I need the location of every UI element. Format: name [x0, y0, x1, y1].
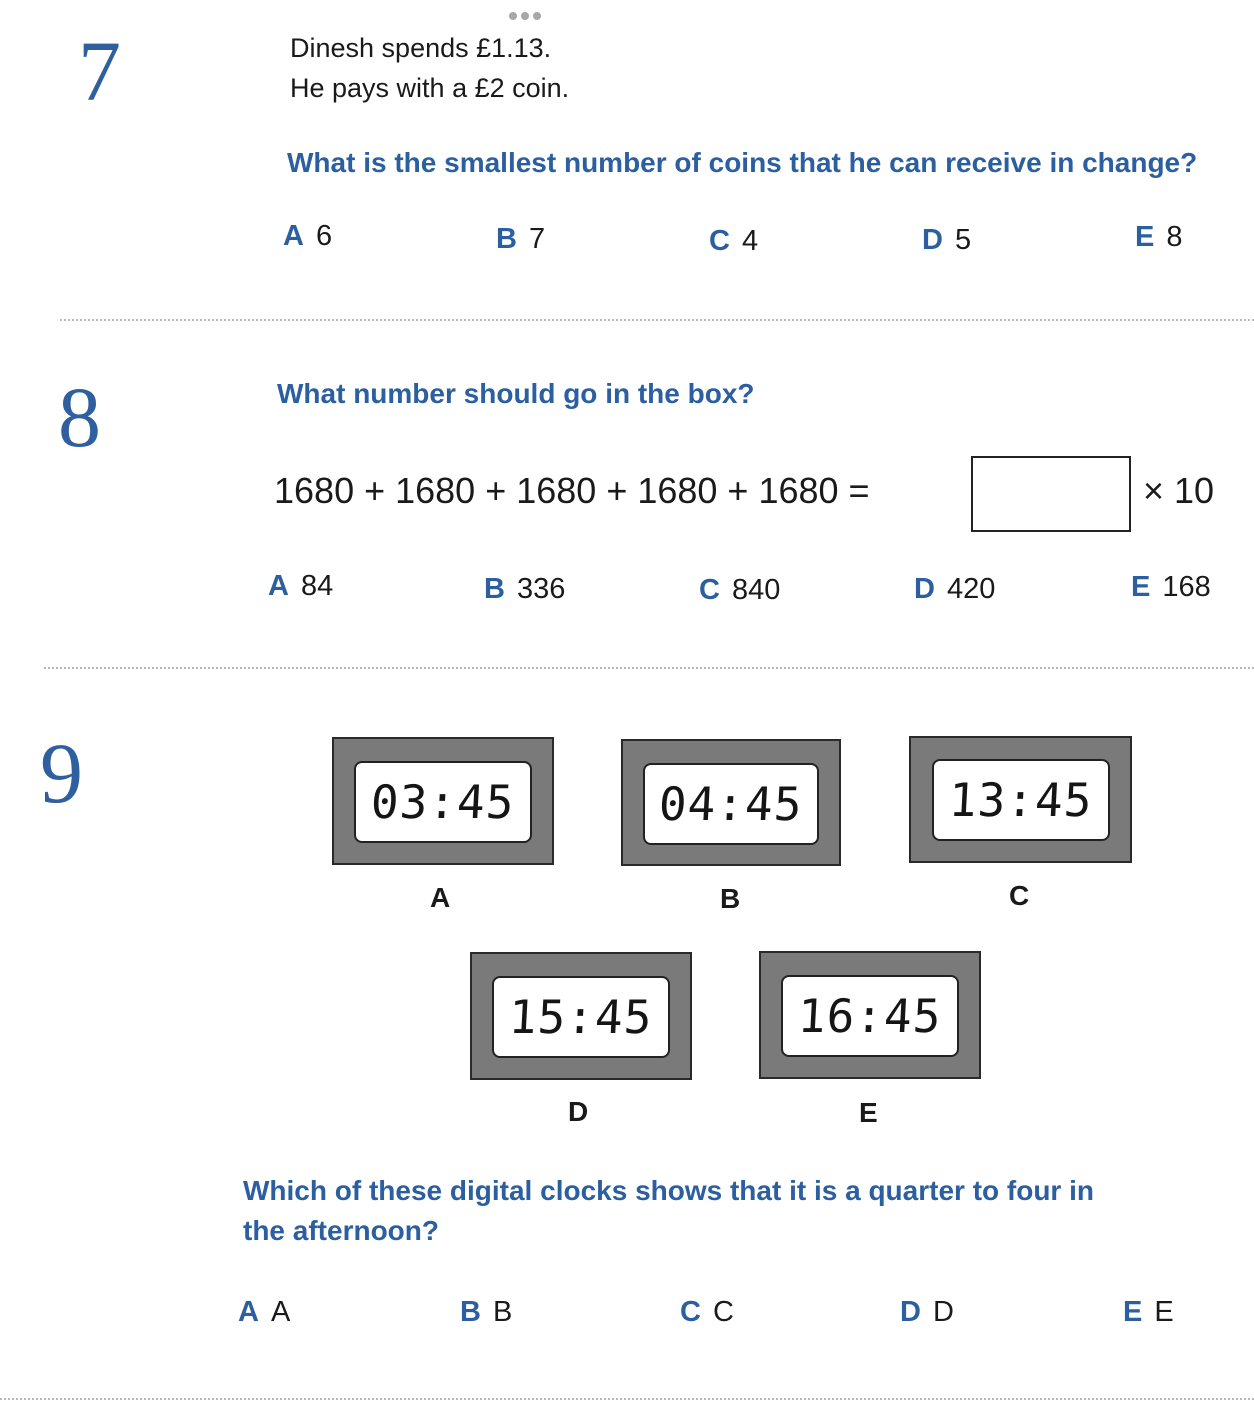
option-letter: D: [900, 1296, 921, 1328]
q8-option-a[interactable]: [268, 570, 333, 603]
divider: [44, 667, 1254, 669]
clock-a: [332, 737, 554, 865]
option-value: 8: [1166, 221, 1183, 253]
option-letter: D: [914, 573, 935, 605]
q8-option-b[interactable]: [484, 573, 565, 606]
clock-screen: [354, 761, 532, 843]
option-value: 7: [528, 223, 546, 255]
option-value: B: [492, 1296, 513, 1328]
q8-option-c[interactable]: [699, 574, 780, 607]
option-letter: D: [922, 224, 943, 256]
clock-screen: [492, 976, 670, 1058]
option-value: 168: [1162, 571, 1211, 603]
question-7-prompt: What is the smallest number of coins that he can receive in change?: [287, 147, 1198, 178]
clock-a-label: A: [430, 882, 451, 913]
clock-c: [909, 736, 1132, 863]
q8-option-d[interactable]: [914, 573, 995, 606]
clock-time: 04:45: [657, 777, 805, 831]
clock-time: 13:45: [947, 773, 1095, 827]
option-letter: C: [709, 225, 730, 257]
q8-option-e[interactable]: [1131, 571, 1211, 604]
q7-option-e[interactable]: [1135, 221, 1182, 254]
option-letter: A: [283, 220, 304, 252]
q9-option-d[interactable]: [900, 1296, 954, 1329]
option-letter: E: [1131, 571, 1151, 603]
question-9-prompt-line-2: the afternoon?: [243, 1215, 439, 1246]
option-value: 336: [516, 573, 566, 605]
q7-option-c[interactable]: [709, 225, 758, 258]
q7-option-a[interactable]: [283, 220, 332, 253]
question-8-number: 8: [58, 369, 101, 465]
option-value: 840: [731, 574, 781, 606]
option-letter: A: [268, 570, 289, 602]
question-7-number: 7: [78, 23, 121, 119]
clock-d-label: D: [568, 1096, 589, 1127]
option-letter: A: [238, 1296, 259, 1328]
clock-time: 16:45: [796, 989, 944, 1043]
clock-b-label: B: [720, 883, 741, 914]
clock-c-label: C: [1009, 880, 1030, 911]
question-7-stem-line-1: Dinesh spends £1.13.: [290, 33, 552, 63]
clock-screen: [781, 975, 959, 1057]
option-letter: B: [496, 223, 517, 255]
clock-e-label: E: [859, 1097, 878, 1128]
more-options-icon[interactable]: [509, 12, 541, 20]
option-value: C: [712, 1296, 734, 1328]
question-8-prompt: What number should go in the box?: [277, 378, 755, 409]
q9-option-c[interactable]: [680, 1296, 734, 1329]
option-value: 420: [946, 573, 996, 605]
question-9-number: 9: [40, 725, 83, 821]
option-value: D: [932, 1296, 954, 1328]
clock-screen: [643, 763, 819, 845]
q7-option-d[interactable]: [922, 224, 971, 257]
option-value: 6: [315, 220, 333, 252]
option-letter: B: [484, 573, 505, 605]
q7-option-b[interactable]: [496, 223, 545, 256]
option-value: 5: [954, 224, 972, 256]
option-letter: B: [460, 1296, 481, 1328]
q9-option-e[interactable]: [1123, 1296, 1174, 1329]
option-value: 4: [741, 225, 759, 257]
answer-box[interactable]: [971, 456, 1131, 532]
equation-right: × 10: [1143, 470, 1215, 511]
question-9-prompt-line-1: Which of these digital clocks shows that it is a quarter to four in: [243, 1175, 1094, 1206]
option-value: E: [1154, 1296, 1174, 1328]
option-letter: C: [699, 574, 720, 606]
option-value: 84: [300, 570, 334, 602]
divider: [0, 1398, 1254, 1400]
clock-d: [470, 952, 692, 1080]
clock-e: [759, 951, 981, 1079]
divider: [60, 319, 1254, 321]
question-7-stem-line-2: He pays with a £2 coin.: [290, 73, 570, 103]
equation-left: 1680 + 1680 + 1680 + 1680 + 1680 =: [274, 470, 870, 511]
clock-b: [621, 739, 841, 866]
option-letter: E: [1135, 221, 1155, 253]
option-letter: E: [1123, 1296, 1143, 1328]
clock-screen: [932, 759, 1110, 841]
q9-option-b[interactable]: [460, 1296, 512, 1329]
option-letter: C: [680, 1296, 701, 1328]
clock-time: 15:45: [507, 990, 655, 1044]
option-value: A: [270, 1296, 291, 1328]
clock-time: 03:45: [369, 775, 517, 829]
q9-option-a[interactable]: [238, 1296, 290, 1329]
